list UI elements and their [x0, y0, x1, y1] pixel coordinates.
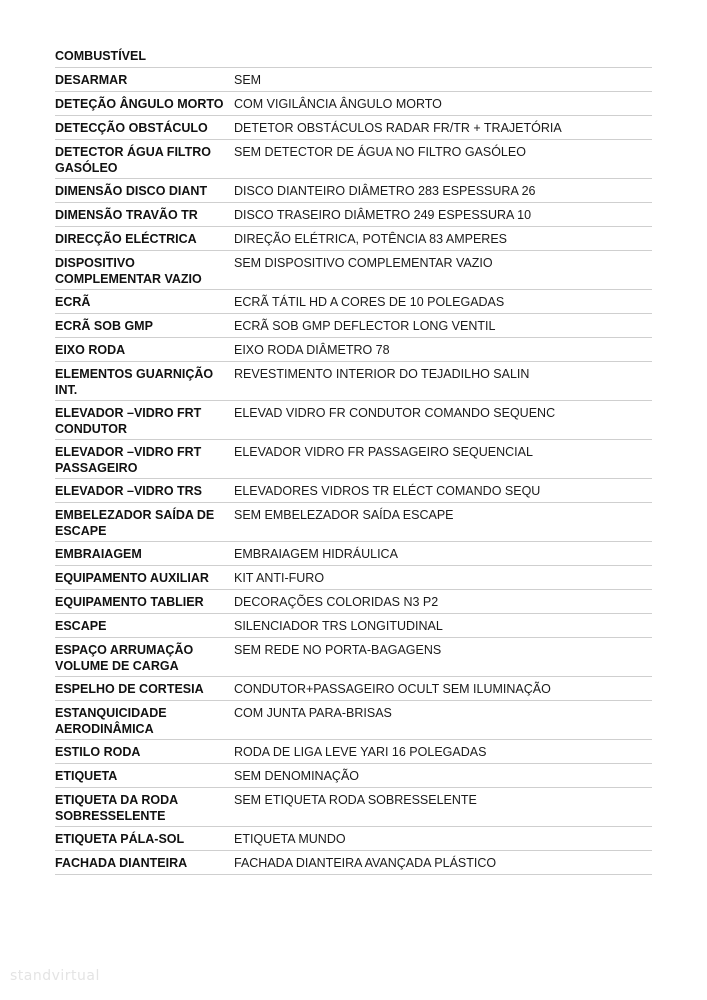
spec-row: [55, 251, 652, 290]
spec-value: COM VIGILÂNCIA ÂNGULO MORTO: [234, 97, 442, 111]
spec-value: ELEVAD VIDRO FR CONDUTOR COMANDO SEQUENC: [234, 406, 556, 420]
spec-row: [55, 701, 652, 740]
spec-value: EIXO RODA DIÂMETRO 78: [234, 343, 390, 357]
spec-value: ECRÃ SOB GMP DEFLECTOR LONG VENTIL: [234, 319, 496, 333]
spec-value: SEM DISPOSITIVO COMPLEMENTAR VAZIO: [234, 256, 493, 270]
spec-label: ETIQUETA PÁLA-SOL: [55, 832, 185, 846]
spec-label: DESARMAR: [55, 73, 128, 87]
spec-label: EIXO RODA: [55, 343, 126, 357]
spec-label: DETECTOR ÁGUA FILTRO GASÓLEO: [55, 145, 212, 175]
watermark-logo: standvirtual: [10, 968, 100, 984]
spec-value: ECRÃ TÁTIL HD A CORES DE 10 POLEGADAS: [234, 295, 505, 309]
spec-row: [55, 764, 652, 788]
spec-label: ESPELHO DE CORTESIA: [55, 682, 204, 696]
spec-value: DISCO TRASEIRO DIÂMETRO 249 ESPESSURA 10: [234, 208, 532, 222]
spec-label: ETIQUETA: [55, 769, 118, 783]
spec-row: [55, 827, 652, 851]
spec-label: DETECÇÃO OBSTÁCULO: [55, 121, 208, 135]
spec-row: [55, 503, 652, 542]
spec-label: DIMENSÃO DISCO DIANT: [55, 184, 208, 198]
spec-value: SEM EMBELEZADOR SAÍDA ESCAPE: [234, 508, 454, 522]
spec-row: [55, 362, 652, 401]
spec-row: [55, 638, 652, 677]
spec-label: DIMENSÃO TRAVÃO TR: [55, 208, 198, 222]
spec-value: FACHADA DIANTEIRA AVANÇADA PLÁSTICO: [234, 856, 497, 870]
spec-value: CONDUTOR+PASSAGEIRO OCULT SEM ILUMINAÇÃO: [234, 682, 551, 696]
spec-value: DIREÇÃO ELÉTRICA, POTÊNCIA 83 AMPERES: [234, 232, 507, 246]
spec-row: [55, 140, 652, 179]
spec-label: ELEVADOR –VIDRO FRT PASSAGEIRO: [55, 445, 202, 475]
spec-row: [55, 677, 652, 701]
spec-label: ECRÃ SOB GMP: [55, 319, 153, 333]
spec-row: [55, 227, 652, 251]
spec-label: FACHADA DIANTEIRA: [55, 856, 188, 870]
spec-value: EMBRAIAGEM HIDRÁULICA: [234, 547, 398, 561]
spec-row: [55, 68, 652, 92]
spec-value: SEM REDE NO PORTA-BAGAGENS: [234, 643, 442, 657]
spec-label: ESTILO RODA: [55, 745, 141, 759]
spec-label: DISPOSITIVO COMPLEMENTAR VAZIO: [55, 256, 202, 286]
spec-value: SEM: [234, 73, 262, 87]
spec-value: DISCO DIANTEIRO DIÂMETRO 283 ESPESSURA 26: [234, 184, 536, 198]
spec-label: ESTANQUICIDADE AERODINÂMICA: [55, 706, 167, 736]
spec-value: ETIQUETA MUNDO: [234, 832, 346, 846]
spec-row: [55, 116, 652, 140]
spec-label: EMBRAIAGEM: [55, 547, 142, 561]
spec-label: ELEVADOR –VIDRO FRT CONDUTOR: [55, 406, 202, 436]
spec-value: SILENCIADOR TRS LONGITUDINAL: [234, 619, 443, 633]
spec-label: ESPAÇO ARRUMAÇÃO VOLUME DE CARGA: [55, 643, 194, 673]
spec-value: KIT ANTI-FURO: [234, 571, 325, 585]
spec-value: DECORAÇÕES COLORIDAS N3 P2: [234, 595, 439, 609]
spec-row: [55, 590, 652, 614]
spec-value: SEM ETIQUETA RODA SOBRESSELENTE: [234, 793, 477, 807]
spec-row: [55, 401, 652, 440]
spec-value: DETETOR OBSTÁCULOS RADAR FR/TR + TRAJETÓRIA: [234, 121, 562, 135]
spec-row: [55, 92, 652, 116]
spec-header-row: [55, 44, 652, 68]
spec-label: EQUIPAMENTO AUXILIAR: [55, 571, 209, 585]
spec-label: ELEMENTOS GUARNIÇÃO INT.: [55, 367, 214, 397]
spec-label: ETIQUETA DA RODA SOBRESSELENTE: [55, 793, 178, 823]
spec-label: ECRÃ: [55, 295, 91, 309]
spec-value: ELEVADORES VIDROS TR ELÉCT COMANDO SEQU: [234, 484, 541, 498]
spec-label: ESCAPE: [55, 619, 107, 633]
spec-row: [55, 203, 652, 227]
spec-row: [55, 479, 652, 503]
spec-label: ELEVADOR –VIDRO TRS: [55, 484, 203, 498]
spec-value: SEM DENOMINAÇÃO: [234, 769, 360, 783]
spec-row: [55, 566, 652, 590]
spec-row: [55, 314, 652, 338]
spec-label: DETEÇÃO ÂNGULO MORTO: [55, 97, 224, 111]
spec-value: ELEVADOR VIDRO FR PASSAGEIRO SEQUENCIAL: [234, 445, 533, 459]
spec-label: DIRECÇÃO ELÉCTRICA: [55, 232, 197, 246]
spec-row: [55, 290, 652, 314]
spec-value: SEM DETECTOR DE ÁGUA NO FILTRO GASÓLEO: [234, 145, 526, 159]
spec-row: [55, 179, 652, 203]
spec-value: REVESTIMENTO INTERIOR DO TEJADILHO SALIN: [234, 367, 530, 381]
spec-row: [55, 851, 652, 875]
spec-row: [55, 440, 652, 479]
spec-row: [55, 542, 652, 566]
spec-table: [55, 44, 652, 875]
spec-header-label: COMBUSTÍVEL: [55, 49, 146, 63]
spec-row: [55, 614, 652, 638]
spec-row: [55, 740, 652, 764]
spec-row: [55, 788, 652, 827]
spec-row: [55, 338, 652, 362]
spec-label: EQUIPAMENTO TABLIER: [55, 595, 204, 609]
spec-value: COM JUNTA PARA-BRISAS: [234, 706, 392, 720]
spec-label: EMBELEZADOR SAÍDA DE ESCAPE: [55, 508, 215, 538]
spec-value: RODA DE LIGA LEVE YARI 16 POLEGADAS: [234, 745, 487, 759]
